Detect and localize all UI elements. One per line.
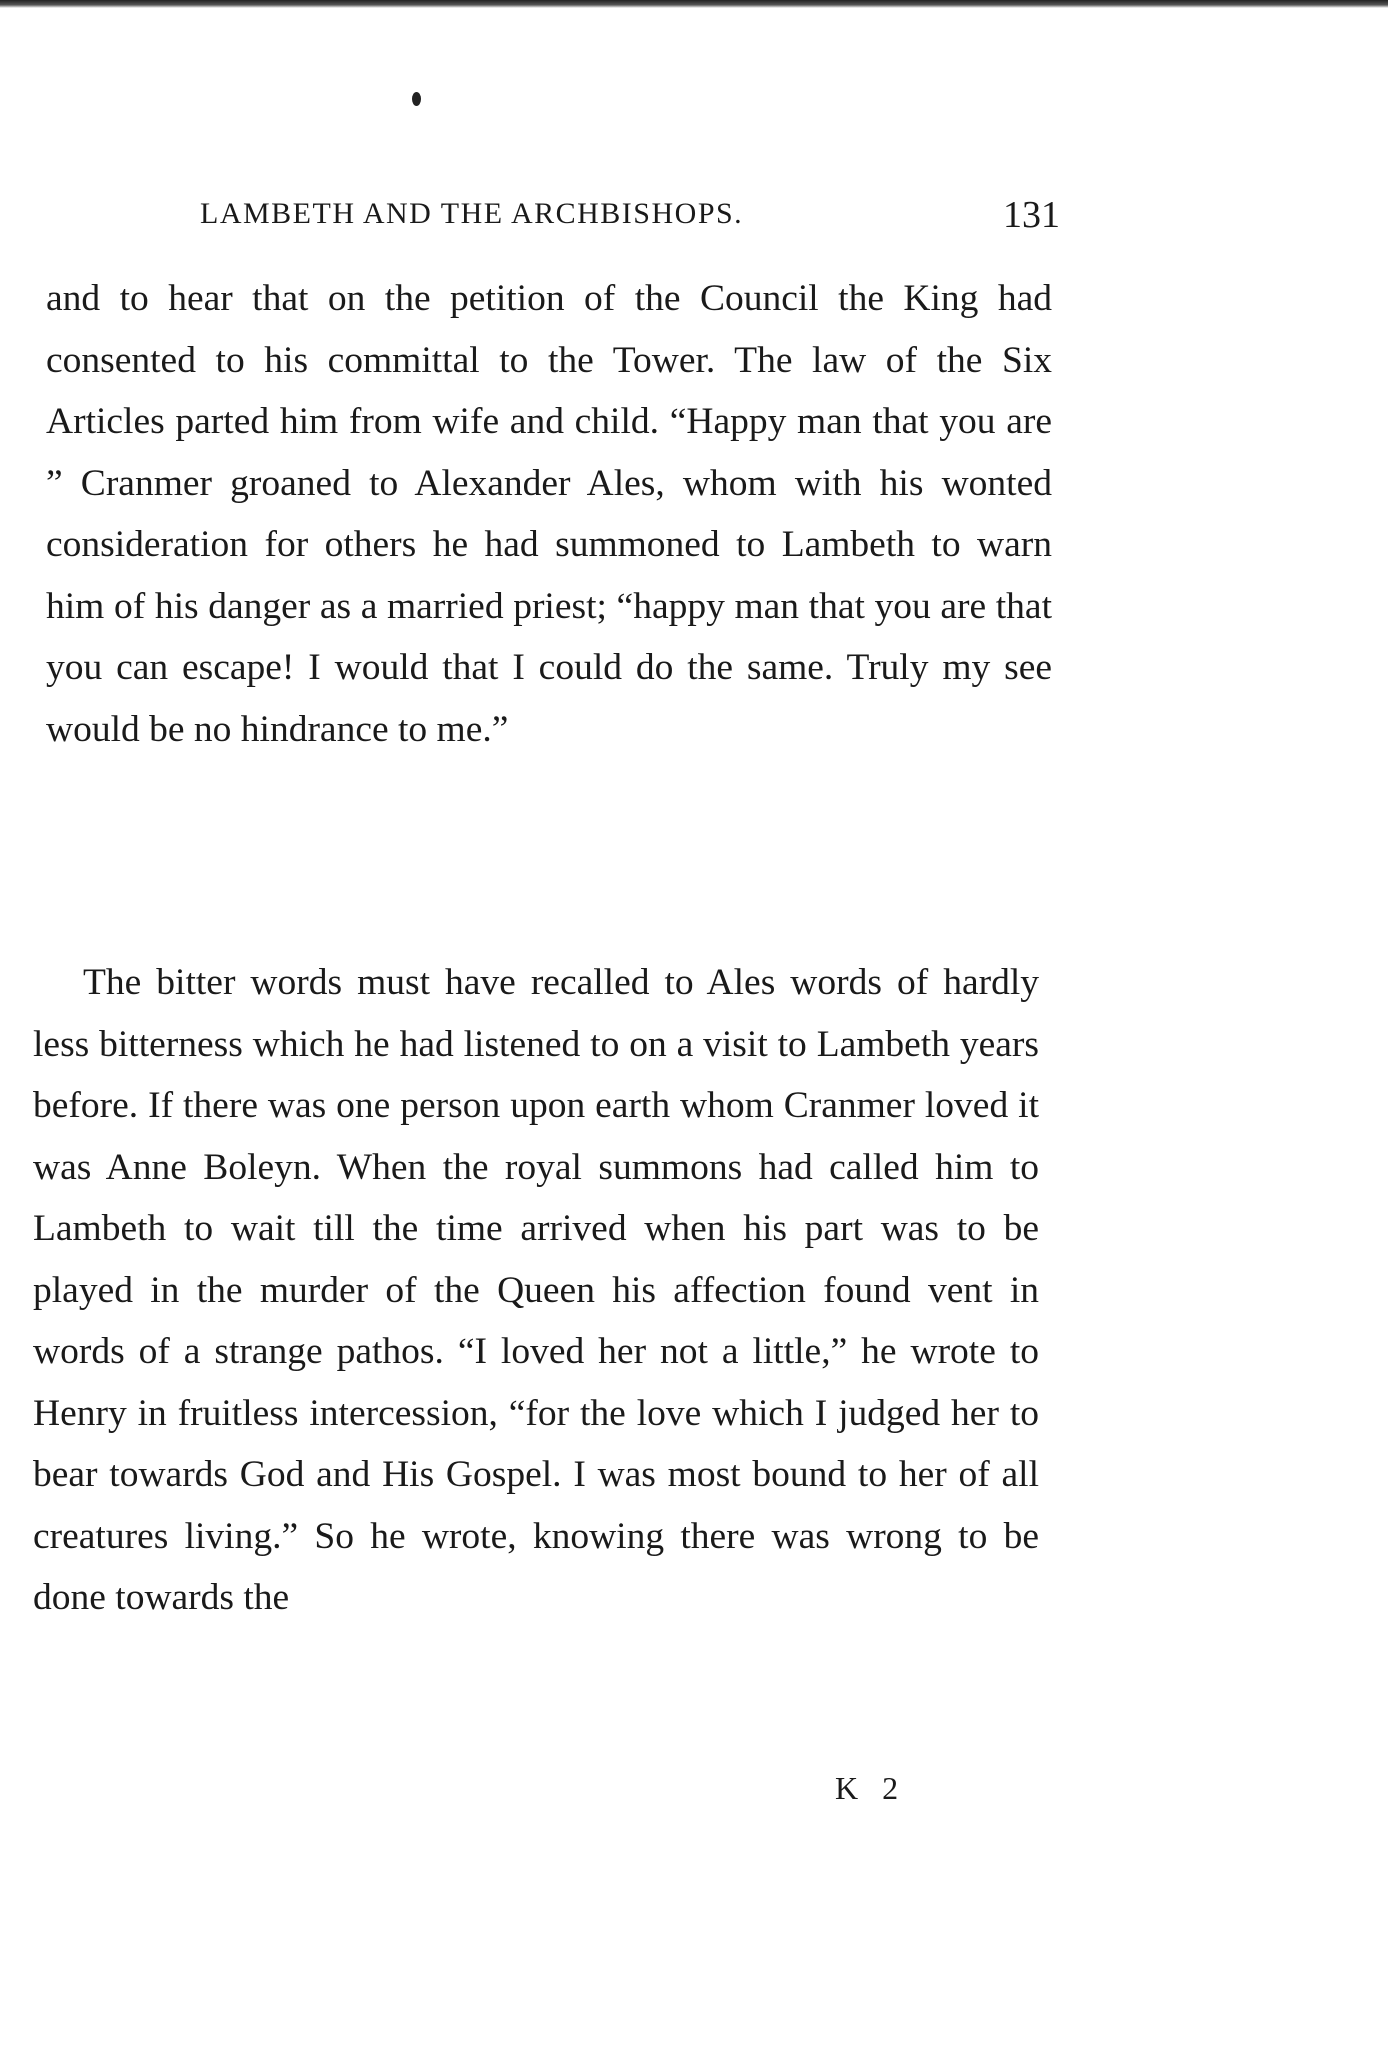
page-number: 131	[1003, 194, 1060, 236]
paragraph-2: The bitter words must have recalled to Ales words of hardly less bitterness which he had listened to on a visit to Lambeth years before. If there was one person upon earth whom Cranmer loved it was Anne Boleyn. When the royal summons had called him to Lambeth to wait till the time arrived when his part was to be played in the murder of the Queen his affection found vent in words of a strange pathos. “I loved her not a little,” he wrote to Henry in fruitless intercession, “for the love which I judged her to bear towards God and His Gospel. I was most bound to her of all creatures living.” So he wrote, knowing there was wrong to be done towards the	[33, 962, 1039, 1618]
signature-mark: K 2	[835, 1770, 907, 1806]
paragraph-1: and to hear that on the petition of the Council the King had consented to his committal to the Tower. The law of the Six Articles parted him from wife and child. “Happy man that you are ” Cranmer groaned to Alexander Ales, whom with his wonted consideration for others he had summoned to Lambeth to warn him of his danger as a married priest; “happy man that you are that you can escape! I would that I could do the same. Truly my see would be no hindrance to me.”	[46, 278, 1052, 750]
running-title: LAMBETH AND THE ARCHBISHOPS.	[200, 197, 744, 230]
page-top-border	[0, 0, 1388, 8]
page-header	[200, 193, 1060, 243]
ink-speck	[412, 92, 421, 106]
